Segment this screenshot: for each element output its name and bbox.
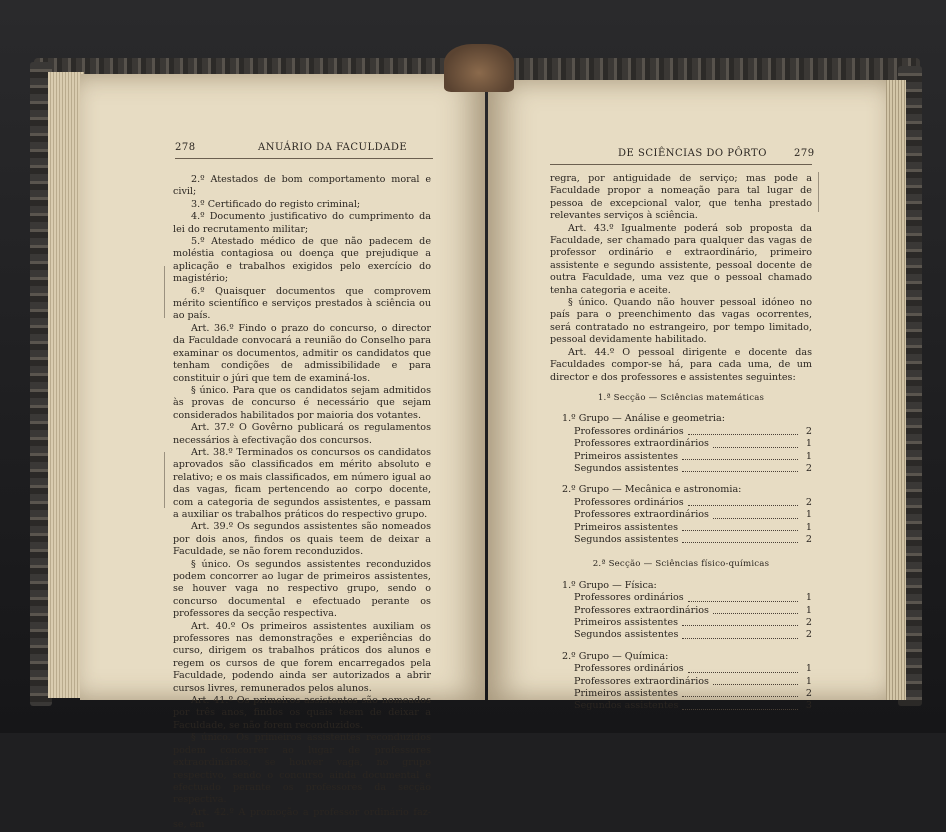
row-label: Primeiros assistentes [574,521,679,533]
row-value: 2 [805,462,812,474]
table-row [550,534,812,546]
row-value: 1 [805,438,812,450]
table-row [550,629,812,641]
row-label: Segundos assistentes [574,462,679,474]
group-title: 2.º Grupo — Mecânica e astronomia: [562,484,742,496]
row-value: 2 [805,496,812,508]
pencil-mark [818,172,819,212]
paragraph: 3.º Certificado do registo criminal; [191,198,361,210]
paragraph: Art. 44.º O pessoal dirigente e docente das Faculdades compor-se há, para cada uma, de um director e dos professores e assistentes seguintes: [550,346,812,383]
row-value: 2 [805,629,812,641]
dot-leader [688,497,798,506]
dot-leader [682,617,798,626]
row-value: 2 [805,533,812,545]
dot-leader [682,463,798,472]
row-value: 1 [805,521,812,533]
row-label: Professores ordinários [574,663,684,675]
paragraph: 6.º Quaisquer documentos que comprovem mérito scientífico e serviços prestados à sciência ou ao país. [173,285,431,322]
row-value: 1 [805,604,812,616]
page-edges-right [884,80,906,700]
table-row [550,509,812,521]
paragraph: Art. 41.º Os primeiros assistentes são nomeados por três anos, findos os quais teem de deixar a Faculdade, se não forem reconduzidos. [173,695,431,731]
left-running-head: ANUÁRIO DA FACULDADE [258,142,408,153]
paragraph: Art. 40.º Os primeiros assistentes auxiliam os professores nas demonstrações e experiências do curso, dirigem os trabalhos práticos dos alunos e regem os cursos de que forem encarregados pela Faculdade, podendo ainda ser autorizados a abrir cursos livres, remunerados pelos alunos. [173,620,431,694]
row-value: 1 [805,450,812,462]
paragraph: 2.º Atestados de bom comportamento moral e civil; [173,174,431,198]
row-label: Primeiros assistentes [574,617,679,628]
paragraph: § único. Os primeiros assistentes reconduzidos podem concorrer ao lugar de professores extraordinários, se houver vaga, no grupo respectivo, sendo o concurso ainda documental e efectuado perante os professores da secção respectiva. [173,732,431,806]
group-block [550,651,812,713]
paragraph: Art. 39.º Os segundos assistentes são nomeados por dois anos, findos os quais teem de deixar a Faculdade, se não forem reconduzidos. [173,521,431,558]
dot-leader [682,451,798,460]
row-value: 1 [805,675,812,687]
paragraph: 5.º Atestado médico de que não padecem de moléstia contagiosa ou doença que prejudique a aplicação e trabalhos exigidos pelo exercício do magistério; [173,236,431,285]
group-block [550,484,812,546]
dot-leader [688,663,798,672]
row-value: 2 [805,688,812,700]
paragraph: Art. 36.º Findo o prazo do concurso, o director da Faculdade convocará a reunião do Conselho para examinar os documentos, admitir os candidatos que tenham condições de admissibilidade e para constituir o júri que tem de examiná-los. [173,322,431,384]
group-block [550,580,812,642]
table-row [550,676,812,688]
row-label: Primeiros assistentes [574,688,679,700]
paragraph: Art. 42.º A promoção a professor ordinário faz-se, em [173,806,431,831]
dot-leader [682,534,798,543]
row-label: Professores ordinários [574,592,684,604]
table-row [550,605,812,617]
paragraph: Art. 43.º Igualmente poderá sob proposta da Faculdade, ser chamado para qualquer das vagas de professor ordinário e extraordinário, primeiro assistente e segundo assistente, pessoal docente de outra Faculdade, uma vez que o pessoal chamado tenha categoria e aceite. [550,222,812,296]
paragraph: Art. 38.º Terminados os concursos os candidatos aprovados são classificados em mérito absoluto e relativo; e os mais classificados, em número igual ao das vagas, ficam pertencendo ao corpo docente, com a categoria de segundos assistentes, e passam a auxiliar os trabalhos práticos do respectivo grupo. [173,446,431,520]
bookmark-ribbon [444,44,514,92]
row-label: Segundos assistentes [574,700,679,712]
table-row [550,497,812,509]
row-value: 3 [805,700,812,712]
pencil-mark [164,452,165,508]
table-row [550,688,812,700]
dot-leader [682,700,798,709]
row-label: Professores extraordinários [574,675,709,687]
row-label: Segundos assistentes [574,629,679,641]
row-label: Primeiros assistentes [574,450,679,462]
dot-leader [713,438,798,447]
table-row [550,592,812,604]
row-label: Segundos assistentes [574,533,679,545]
group-title: 1.º Grupo — Física: [562,579,657,591]
paragraph: Art. 37.º O Govêrno publicará os regulamentos necessários à efectivação dos concursos. [173,422,431,446]
group-title: 1.º Grupo — Análise e geometria: [562,413,725,425]
row-label: Professores extraordinários [574,604,709,616]
dot-leader [713,509,798,518]
dot-leader [682,522,798,531]
paragraph: 4.º Documento justificativo do cumprimento da lei do recrutamento militar; [173,211,431,235]
paragraph: § único. Para que os candidatos sejam admitidos às provas de concurso é necessário que sejam considerados habilitados por maioria dos votantes. [173,384,431,421]
section-title: 2.ª Secção — Sciências físico-químicas [592,559,770,570]
row-value: 1 [805,663,812,675]
table-row [550,426,812,438]
group-block [550,413,812,475]
right-page [488,80,886,712]
group-title: 2.º Grupo — Química: [562,650,669,662]
table-row [550,438,812,450]
dot-leader [713,605,798,614]
right-page-number: 279 [794,148,815,159]
dot-leader [682,629,798,638]
row-label: Professores ordinários [574,496,684,508]
table-row [550,617,812,629]
right-running-head: DE SCIÊNCIAS DO PÔRTO [618,148,767,159]
row-label: Professores ordinários [574,425,684,437]
page-edges-left [48,72,84,698]
left-page-number: 278 [175,142,196,153]
table-row [550,463,812,475]
row-value: 2 [805,425,812,437]
paragraph: § único. Quando não houver pessoal idóneo no país para o preenchimento das vagas ocorrentes, será contratado no estrangeiro, por tempo limitado, pessoal devidamente habilitado. [550,297,812,346]
table-row [550,451,812,463]
left-header-rule [175,158,433,159]
table-row [550,700,812,712]
row-value: 2 [805,617,812,628]
row-label: Professores extraordinários [574,438,709,450]
pencil-mark [164,266,165,318]
table-row [550,663,812,675]
dot-leader [688,592,798,601]
paragraph: § único. Os segundos assistentes reconduzidos podem concorrer ao lugar de primeiros assistentes, se houver vaga no respectivo grupo, sendo o concurso documental e efectuado perante os professores da secção respectiva. [173,558,431,620]
right-body-text [550,173,812,713]
row-label: Professores extraordinários [574,509,709,521]
dot-leader [688,426,798,435]
section-title: 1.ª Secção — Sciências matemáticas [597,392,765,403]
paragraph: regra, por antiguidade de serviço; mas pode a Faculdade propor a nomeação para tal lugar de pessoa de excepcional valor, que tenha prestado relevantes serviços à sciência. [550,173,812,222]
dot-leader [713,676,798,685]
right-header-rule [550,164,812,165]
row-value: 1 [805,592,812,604]
row-value: 1 [805,509,812,521]
table-row [550,522,812,534]
left-page [80,74,485,831]
dot-leader [682,688,798,697]
